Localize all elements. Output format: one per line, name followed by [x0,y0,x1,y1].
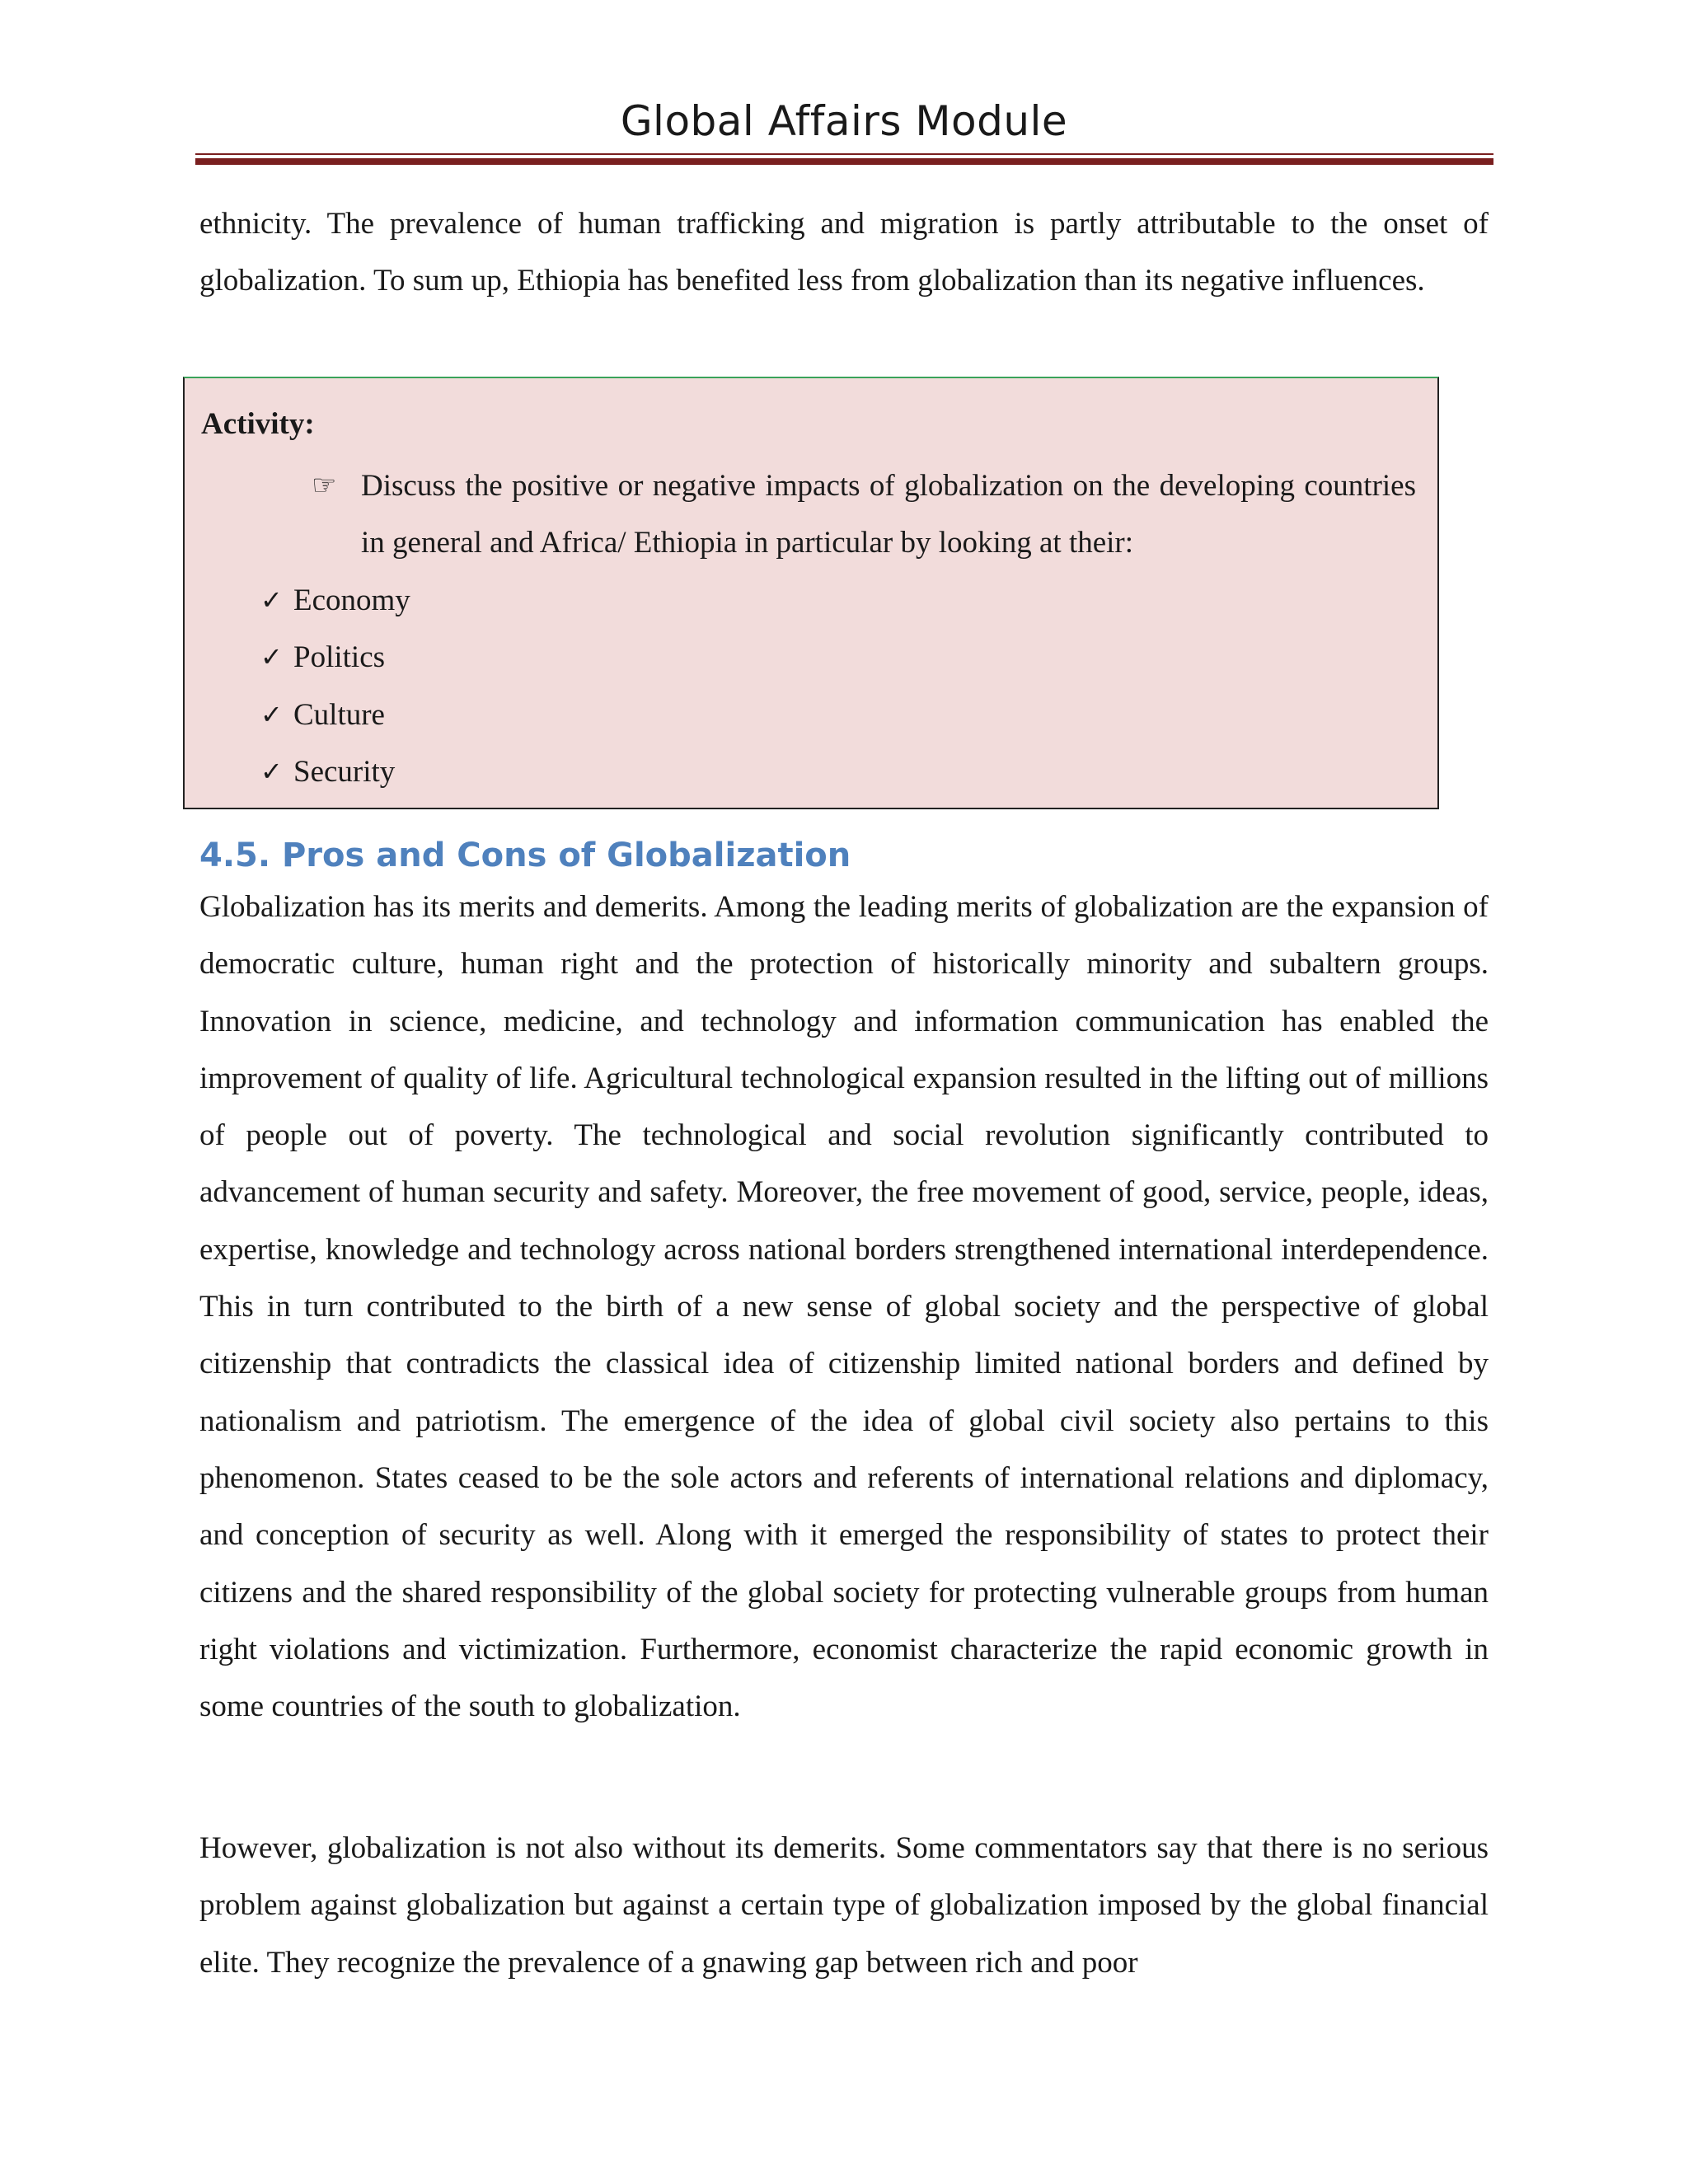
pointing-hand-icon: ☞ [312,469,337,502]
checklist-item-label: Economy [293,583,410,617]
checkmark-icon: ✓ [260,755,283,787]
header-rule-thin [195,153,1493,155]
intro-paragraph: ethnicity. The prevalence of human trafficking and migration is partly attributable to the onset of globalization. To sum up, Ethiopia has benefited less from globalization than its negative influences. [199,207,1489,298]
activity-prompt-text: Discuss the positive or negative impacts of globalization on the developing countries in general and Africa/ Ethiopia in particular by looking at their: [361,469,1416,560]
section-paragraph-1: Globalization has its merits and demerits. Among the leading merits of globalization are the expansion of democratic culture, human right and the protection of historically minority and subaltern groups. Innovation in science, medicine, and technology and information communication has enabled the improvement of quality of life. Agricultural technological expansion resulted in the lifting out of millions of people out of poverty. The technological and social revolution significantly contributed to advancement of human security and safety. Moreover, the free movement of good, service, people, ideas, expertise, knowledge and technology across national borders strengthened international interdependence. This in turn contributed to the birth of a new sense of global society and the perspective of global citizenship that contradicts the classical idea of citizenship limited national borders and defined by nationalism and patriotism. The emergence of the idea of global civil society also pertains to this phenomenon. States ceased to be the sole actors and referents of international relations and diplomacy, and conception of security as well. Along with it emerged the responsibility of states to protect their citizens and the shared responsibility of the global society for protecting vulnerable groups from human right violations and victimization. Furthermore, economist characterize the rapid economic growth in some countries of the south to globalization. [199,890,1489,1724]
checklist-item-security [260,743,410,800]
checkmark-icon: ✓ [260,584,283,616]
checklist-item-label: Security [293,754,396,789]
checklist-item-economy [260,572,410,629]
header-title: Global Affairs Module [620,97,1068,145]
activity-title: Activity: [201,407,315,441]
header-rule-thick [195,158,1493,165]
checklist-item-label: Culture [293,697,385,732]
activity-checklist [260,572,410,800]
checklist-item-politics [260,629,410,686]
activity-box [183,377,1439,809]
checklist-item-label: Politics [293,640,386,675]
activity-prompt [312,457,1416,571]
section-paragraph-2: However, globalization is not also without its demerits. Some commentators say that there is no serious problem against globalization but against a certain type of globalization imposed by the global financial elite. They recognize the prevalence of a gnawing gap between rich and poor [199,1831,1489,1980]
checklist-item-culture [260,687,410,743]
section-heading: 4.5. Pros and Cons of Globalization [199,837,851,874]
checkmark-icon: ✓ [260,641,283,673]
checkmark-icon: ✓ [260,698,283,730]
